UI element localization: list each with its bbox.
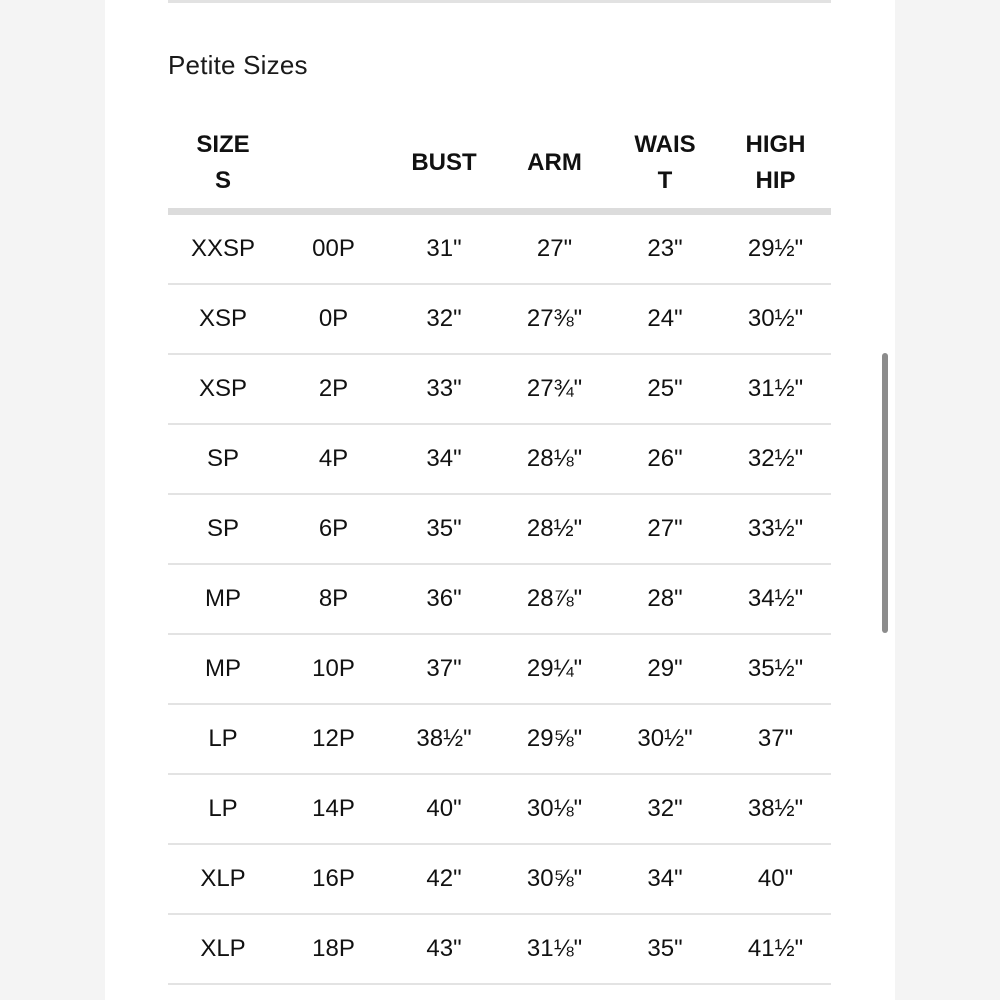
cell-high_hip: 31½" [720,354,831,424]
cell-size: XLP [168,914,278,984]
cell-waist: 29" [610,634,720,704]
cell-number: 2P [278,354,389,424]
header-bust: BUST [389,118,499,212]
table-row [168,844,831,914]
cell-waist: 34" [610,844,720,914]
cell-high_hip: 40" [720,844,831,914]
table-row [168,284,831,354]
cell-high_hip: 35½" [720,634,831,704]
cell-size: XLP [168,844,278,914]
table-header-row [168,118,831,212]
cell-waist: 30½" [610,704,720,774]
header-number [278,118,389,212]
cell-number: 00P [278,212,389,285]
cell-number: 14P [278,774,389,844]
table-body [168,212,831,985]
cell-arm: 30⅝" [499,844,610,914]
cell-number: 4P [278,424,389,494]
cell-waist: 27" [610,494,720,564]
cell-size: XSP [168,354,278,424]
table-row [168,494,831,564]
cell-bust: 34" [389,424,499,494]
cell-bust: 33" [389,354,499,424]
cell-waist: 25" [610,354,720,424]
cell-high_hip: 33½" [720,494,831,564]
cell-waist: 32" [610,774,720,844]
header-waist: WAIS T [610,118,720,212]
cell-arm: 27⅜" [499,284,610,354]
cell-size: XSP [168,284,278,354]
cell-high_hip: 41½" [720,914,831,984]
header-high-hip: HIGH HIP [720,118,831,212]
cell-bust: 43" [389,914,499,984]
cell-arm: 30⅛" [499,774,610,844]
cell-size: MP [168,564,278,634]
cell-arm: 28⅛" [499,424,610,494]
header-arm: ARM [499,118,610,212]
cell-arm: 27" [499,212,610,285]
top-divider [168,0,831,3]
cell-number: 0P [278,284,389,354]
cell-arm: 31⅛" [499,914,610,984]
cell-arm: 27¾" [499,354,610,424]
cell-arm: 29¼" [499,634,610,704]
cell-bust: 36" [389,564,499,634]
cell-number: 18P [278,914,389,984]
cell-waist: 24" [610,284,720,354]
cell-number: 6P [278,494,389,564]
section-title: Petite Sizes [168,50,308,80]
cell-arm: 29⅝" [499,704,610,774]
cell-size: SP [168,494,278,564]
table-row [168,424,831,494]
cell-bust: 35" [389,494,499,564]
cell-high_hip: 34½" [720,564,831,634]
table-row [168,354,831,424]
cell-arm: 28½" [499,494,610,564]
cell-waist: 26" [610,424,720,494]
cell-bust: 31" [389,212,499,285]
cell-size: MP [168,634,278,704]
cell-arm: 28⅞" [499,564,610,634]
cell-number: 12P [278,704,389,774]
scrollbar-thumb[interactable] [882,353,888,633]
cell-size: SP [168,424,278,494]
table-row [168,564,831,634]
cell-number: 10P [278,634,389,704]
cell-bust: 38½" [389,704,499,774]
cell-high_hip: 37" [720,704,831,774]
cell-high_hip: 38½" [720,774,831,844]
cell-high_hip: 30½" [720,284,831,354]
cell-high_hip: 29½" [720,212,831,285]
cell-high_hip: 32½" [720,424,831,494]
table-row [168,914,831,984]
table-row [168,774,831,844]
cell-number: 8P [278,564,389,634]
cell-waist: 28" [610,564,720,634]
table-row [168,212,831,285]
size-chart-table [168,118,831,985]
cell-bust: 40" [389,774,499,844]
cell-bust: 42" [389,844,499,914]
cell-size: LP [168,774,278,844]
cell-bust: 32" [389,284,499,354]
header-size: SIZE S [168,118,278,212]
cell-size: LP [168,704,278,774]
cell-waist: 35" [610,914,720,984]
cell-number: 16P [278,844,389,914]
cell-waist: 23" [610,212,720,285]
table-row [168,634,831,704]
cell-size: XXSP [168,212,278,285]
cell-bust: 37" [389,634,499,704]
table-row [168,704,831,774]
